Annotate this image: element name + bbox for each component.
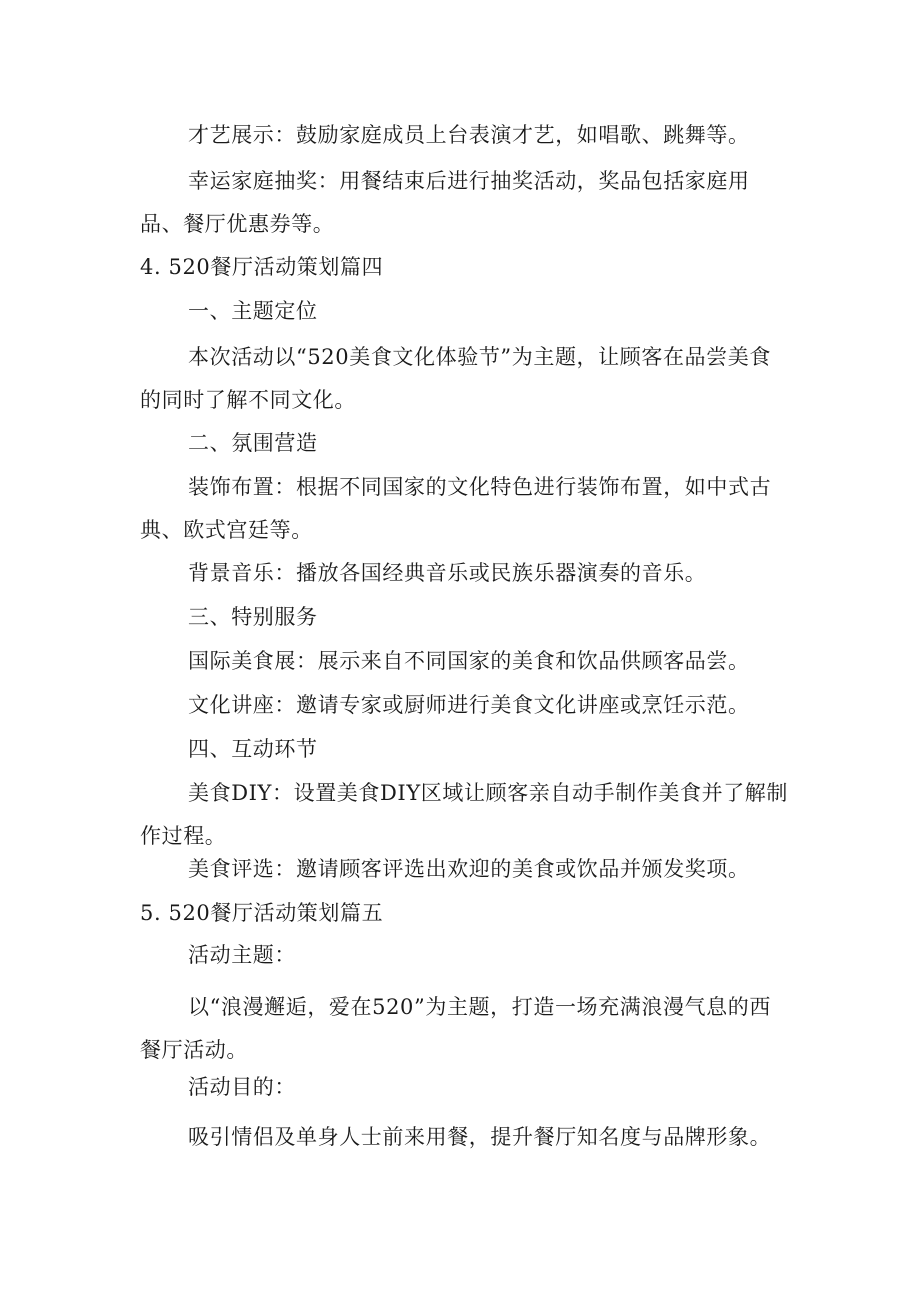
paragraph-activity-purpose: 吸引情侣及单身人士前来用餐，提升餐厅知名度与品牌形象。 — [188, 1125, 772, 1149]
section-heading-5: 5. 520餐厅活动策划篇五 — [140, 901, 384, 925]
subheading-activity-theme: 活动主题： — [188, 943, 296, 967]
paragraph-decoration: 装饰布置：根据不同国家的文化特色进行装饰布置，如中式古典、欧式宫廷等。 — [140, 475, 772, 542]
paragraph-lucky-draw: 幸运家庭抽奖：用餐结束后进行抽奖活动，奖品包括家庭用品、餐厅优惠券等。 — [140, 169, 750, 236]
paragraph-food-diy: 美食DIY：设置美食DIY区域让顾客亲自动手制作美食并了解制作过程。 — [140, 781, 788, 848]
subheading-theme: 一、主题定位 — [188, 299, 318, 323]
paragraph-background-music: 背景音乐：播放各国经典音乐或民族乐器演奏的音乐。 — [188, 561, 707, 585]
subheading-atmosphere: 二、氛围营造 — [188, 431, 318, 455]
paragraph-food-selection: 美食评选：邀请顾客评选出欢迎的美食或饮品并颁发奖项。 — [188, 857, 750, 881]
subheading-interaction: 四、互动环节 — [188, 737, 318, 761]
paragraph-activity-theme: 以“浪漫邂逅，爱在520”为主题，打造一场充满浪漫气息的西餐厅活动。 — [140, 995, 771, 1062]
paragraph-culture-lecture: 文化讲座：邀请专家或厨师进行美食文化讲座或烹饪示范。 — [188, 693, 750, 717]
paragraph-theme: 本次活动以“520美食文化体验节”为主题，让顾客在品尝美食的同时了解不同文化。 — [140, 345, 771, 412]
subheading-special-service: 三、特别服务 — [188, 605, 318, 629]
paragraph-food-exhibition: 国际美食展：展示来自不同国家的美食和饮品供顾客品尝。 — [188, 649, 750, 673]
paragraph-talent-show: 才艺展示：鼓励家庭成员上台表演才艺，如唱歌、跳舞等。 — [188, 123, 750, 147]
subheading-activity-purpose: 活动目的： — [188, 1075, 296, 1099]
section-heading-4: 4. 520餐厅活动策划篇四 — [140, 255, 384, 279]
